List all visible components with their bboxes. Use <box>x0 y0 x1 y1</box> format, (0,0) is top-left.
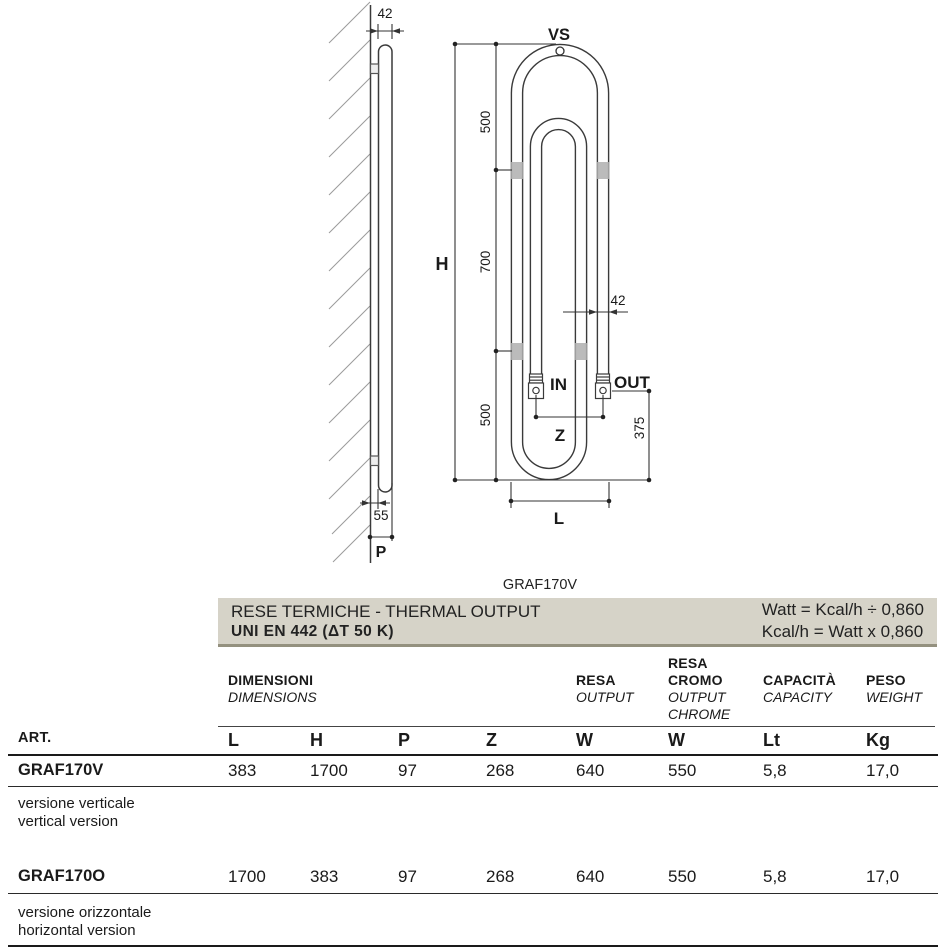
col-art: ART. <box>18 730 52 746</box>
wall-gap-label: 55 <box>373 508 389 523</box>
table-group-header-row <box>0 655 950 723</box>
row-val-z: 268 <box>486 761 515 780</box>
table-rule-groups <box>218 726 935 727</box>
inlet-fitting <box>529 374 544 399</box>
bracket-bottom-left <box>511 343 524 360</box>
row-val-w-chrome: 550 <box>668 867 697 886</box>
note-horizontal-version <box>18 904 151 939</box>
table-unit-header-row <box>0 730 950 751</box>
col-w-output: W <box>576 730 593 750</box>
col-z: Z <box>486 730 497 750</box>
height-label: H <box>435 254 449 274</box>
group-weight <box>866 672 950 723</box>
table-row-graf170o <box>0 867 950 887</box>
side-tube-diameter-label: 42 <box>377 6 393 21</box>
group-peso-it: PESO <box>866 672 906 688</box>
note-it: versione orizzontale <box>18 904 152 921</box>
header-subtitle: UNI EN 442 (ΔT 50 K) <box>231 622 394 640</box>
vent-valve-circle <box>556 47 564 55</box>
row-val-l: 383 <box>228 761 257 780</box>
segment-bottom-label: 500 <box>478 403 493 427</box>
row-val-lt: 5,8 <box>763 761 787 780</box>
col-h: H <box>310 730 323 750</box>
row-val-z: 268 <box>486 867 515 886</box>
col-l: L <box>228 730 239 750</box>
row-val-p: 97 <box>398 761 417 780</box>
table-row-graf170v <box>0 761 950 781</box>
bracket-bottom-right <box>575 343 588 360</box>
col-w-chrome: W <box>668 730 685 750</box>
group-capacity <box>763 672 866 723</box>
row-val-w: 640 <box>576 867 605 886</box>
connection-span-label: Z <box>554 426 566 445</box>
group-resa-cromo-en2: CHROME <box>668 706 731 722</box>
table-rule-row2 <box>8 893 938 894</box>
group-resa-cromo-it1: RESA <box>668 655 708 671</box>
side-bracket-top <box>371 64 379 74</box>
group-dimensioni-it: DIMENSIONI <box>228 672 314 688</box>
wall-hatch <box>329 2 370 562</box>
group-resa-cromo-en1: OUTPUT <box>668 689 726 705</box>
connection-height-label: 375 <box>632 416 647 440</box>
table-rule-top <box>8 754 938 756</box>
note-vertical-version <box>18 795 135 830</box>
outlet-label: OUT <box>614 373 650 392</box>
col-kg: Kg <box>866 730 890 750</box>
row-val-w-chrome: 550 <box>668 761 697 780</box>
group-peso-en: WEIGHT <box>866 689 922 705</box>
front-view-tube <box>517 50 603 474</box>
row-val-p: 97 <box>398 867 417 886</box>
group-dimensioni-en: DIMENSIONS <box>228 689 317 705</box>
formula-kcal: Kcal/h = Watt x 0,860 <box>761 622 924 641</box>
group-resa-it: RESA <box>576 672 616 688</box>
front-brackets <box>511 162 610 360</box>
row-art: GRAF170V <box>18 761 104 779</box>
formula-watt: Watt = Kcal/h ÷ 0,860 <box>761 600 924 619</box>
inlet-label: IN <box>550 375 567 394</box>
col-lt: Lt <box>763 730 780 750</box>
header-titles <box>231 601 541 642</box>
row-art: GRAF170O <box>18 867 106 885</box>
segment-top-label: 500 <box>478 110 493 134</box>
header-title: RESE TERMICHE - THERMAL OUTPUT <box>231 601 541 621</box>
row-val-h: 1700 <box>310 761 348 780</box>
outlet-fitting <box>596 374 611 399</box>
conversion-formulas <box>762 599 924 643</box>
bracket-top-left <box>511 162 524 179</box>
row-val-h: 383 <box>310 867 339 886</box>
thermal-output-header-bar <box>218 598 937 647</box>
col-p: P <box>398 730 411 750</box>
group-resa-en: OUTPUT <box>576 689 634 705</box>
segment-middle-label: 700 <box>478 250 493 274</box>
width-label: L <box>553 509 565 528</box>
vent-label: VS <box>547 26 571 44</box>
group-resa-cromo-it2: CROMO <box>668 672 723 688</box>
group-output-chrome <box>668 655 763 723</box>
row-val-kg: 17,0 <box>866 761 900 780</box>
group-dimensions <box>228 672 576 723</box>
row-val-l: 1700 <box>228 867 266 886</box>
side-bracket-bottom <box>371 456 379 466</box>
group-capacita-en: CAPACITY <box>763 689 832 705</box>
note-en: vertical version <box>18 812 119 830</box>
table-rule-row1 <box>8 786 938 787</box>
bracket-top-right <box>597 162 610 179</box>
side-view-tube <box>379 45 393 492</box>
note-it: versione verticale <box>18 795 135 812</box>
row-val-kg: 17,0 <box>866 867 900 886</box>
drawing-caption: GRAF170V <box>502 577 578 593</box>
group-output <box>576 672 668 723</box>
row-val-lt: 5,8 <box>763 867 787 886</box>
row-val-w: 640 <box>576 761 605 780</box>
note-en: horizontal version <box>18 921 136 939</box>
front-tube-diameter-label: 42 <box>610 293 626 308</box>
depth-label: P <box>375 544 387 561</box>
group-capacita-it: CAPACITÀ <box>763 672 836 688</box>
table-rule-bottom <box>8 945 938 947</box>
